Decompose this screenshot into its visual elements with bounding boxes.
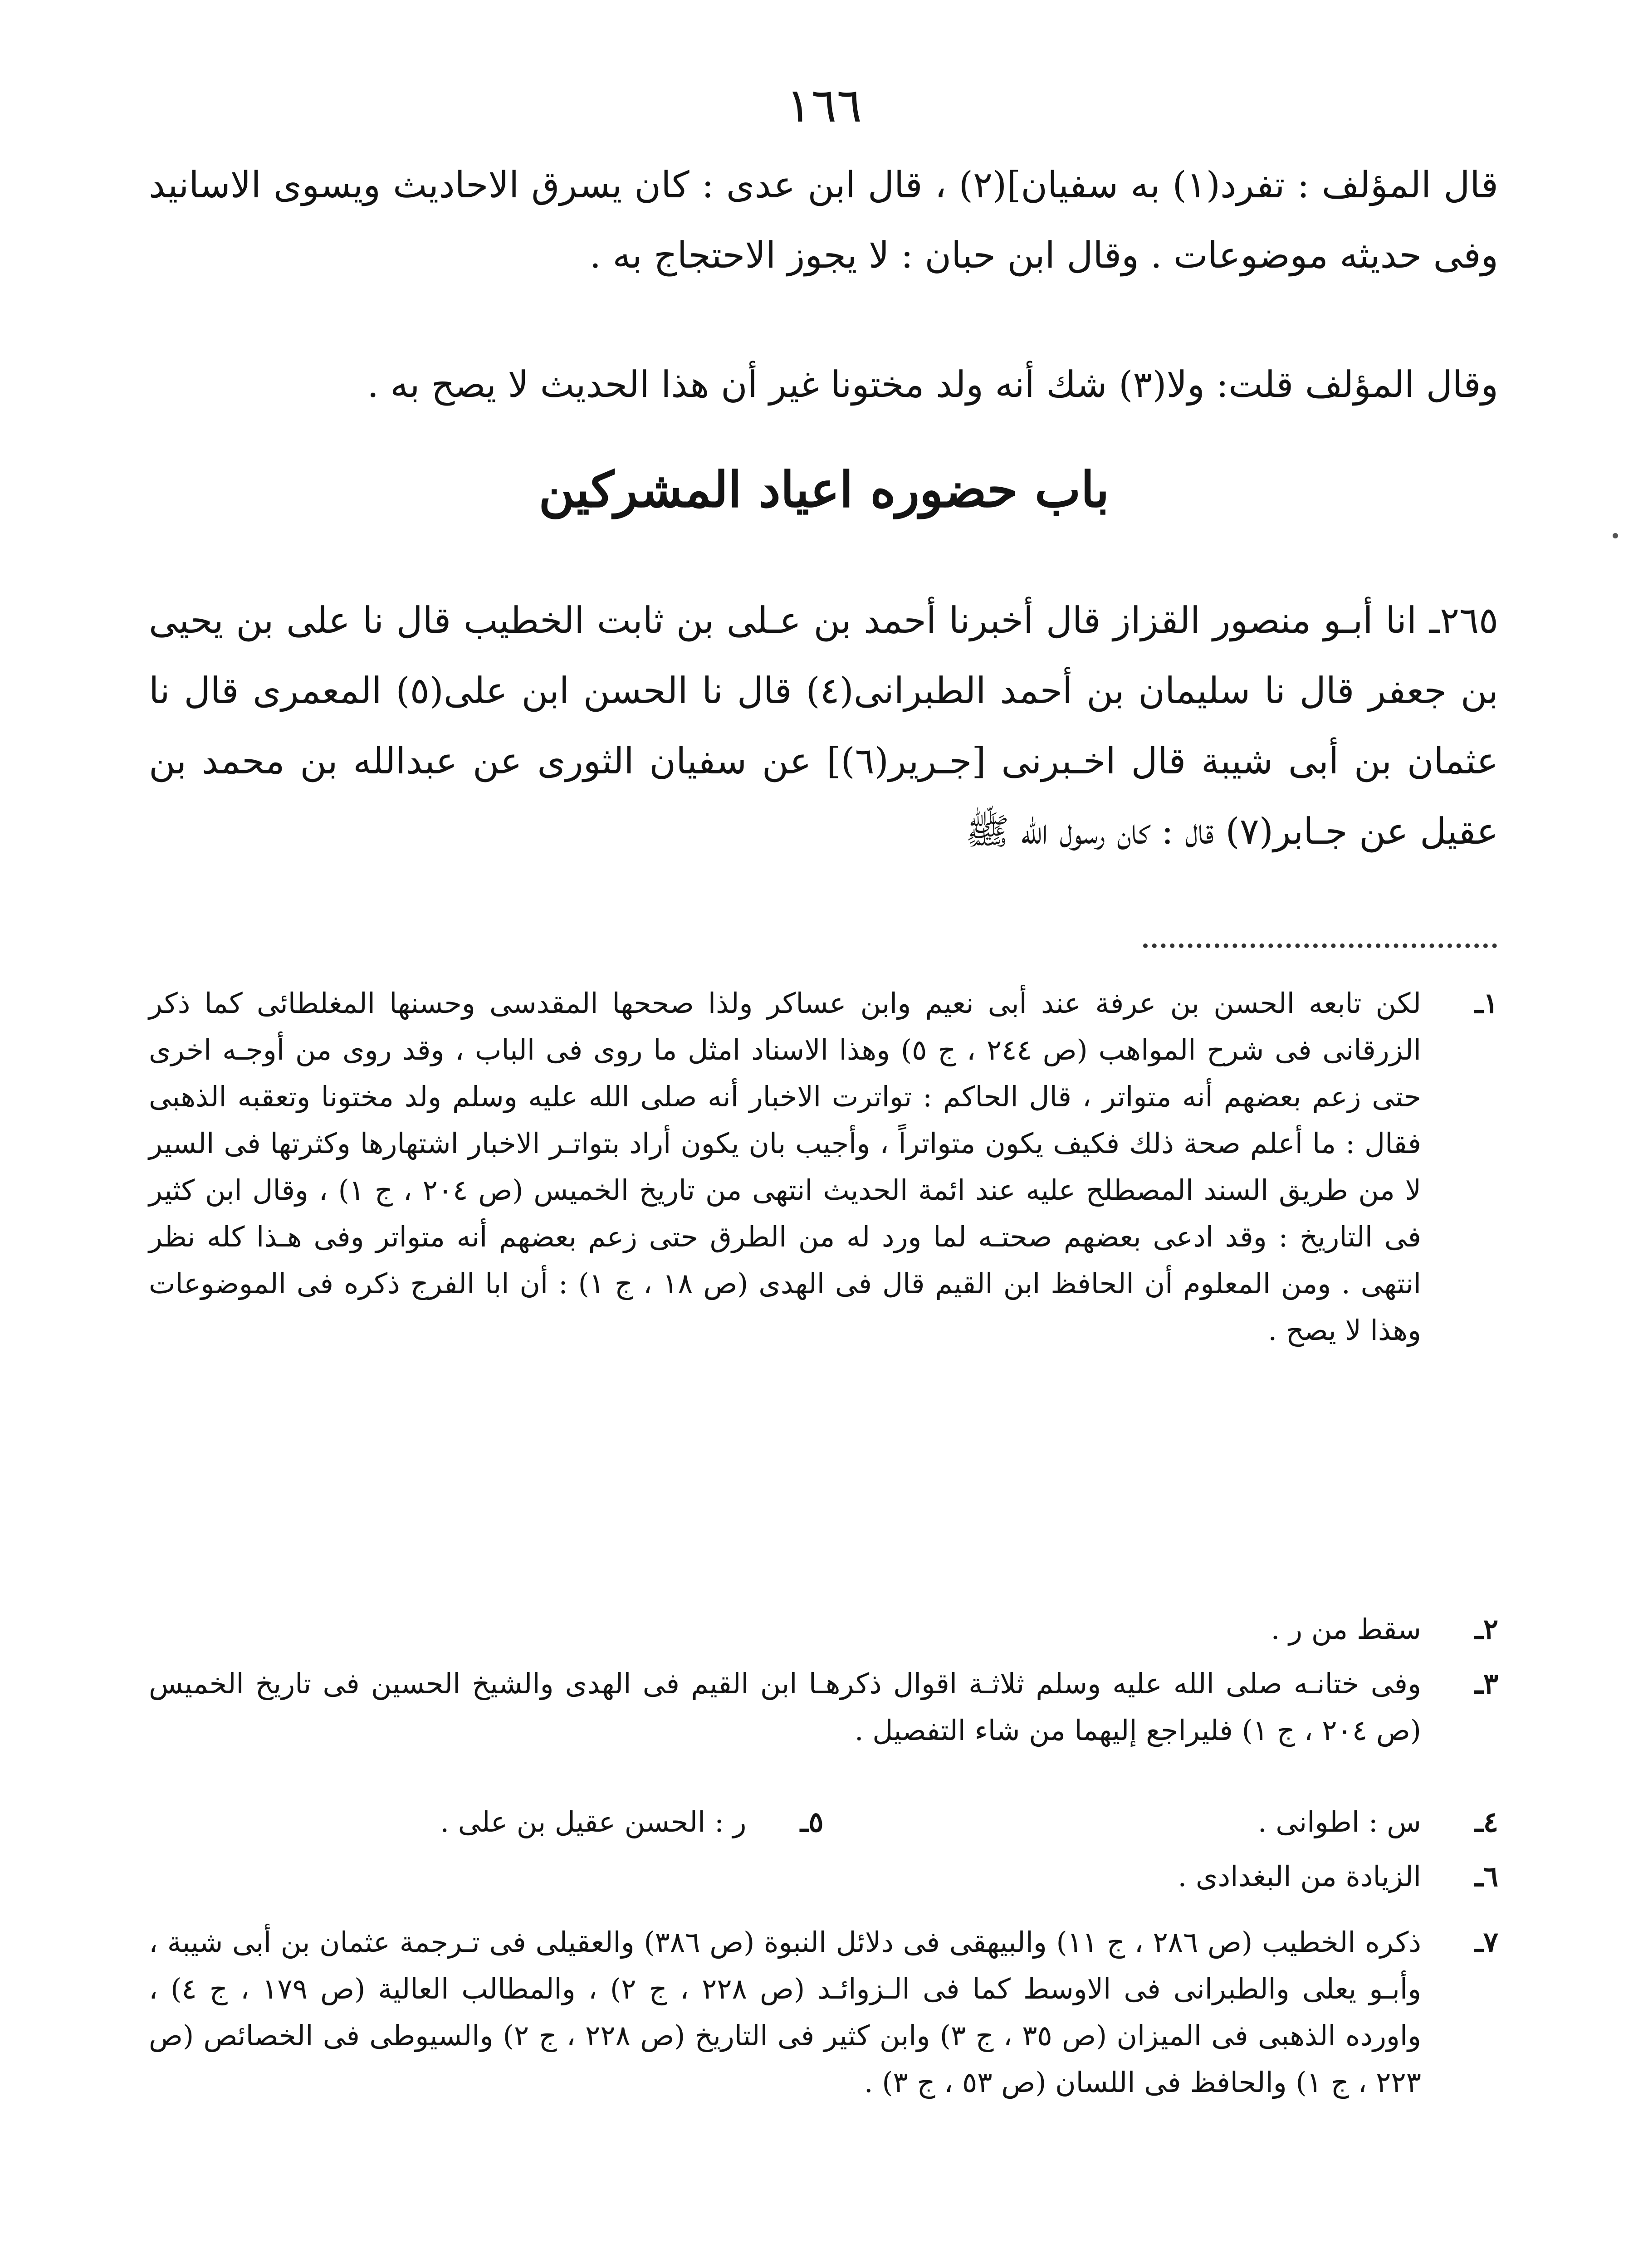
paragraph-text: قال المؤلف : تفرد(١) به سفيان](٢) ، قال ابن عدى : كان يسرق الاحاديث ويسوى الاسانيد وفى حديثه موضوعات . وقال ابن حبان : لا يجوز الاحتجاج به . — [149, 164, 1498, 276]
chapter-heading: باب حضوره اعياد المشركين — [538, 461, 1110, 518]
paragraph-text: وقال المؤلف قلت: ولا(٣) شك أنه ولد مختونا غير أن هذا الحديث لا يصح به . — [367, 363, 1498, 406]
footnote-text: وفى ختانـه صلى الله عليه وسلم ثلاثـة اقوال ذكرهـا ابن القيم فى الهدى والشيخ الحسين فى تاريخ الخميس (ص ٢٠٤ ، ج ١) فليراجع إليهما من شاء التفصيل . — [149, 1667, 1421, 1747]
footnote-number: ٣ـ — [1475, 1667, 1498, 1700]
footnote-text: سقط من ر . — [1271, 1613, 1421, 1646]
footnote-6 — [149, 1853, 1498, 1900]
footnote-5 — [149, 1799, 824, 1845]
footnote-number: ٥ـ — [800, 1805, 824, 1838]
footnote-2 — [149, 1606, 1498, 1652]
footnotes-4-5-row — [149, 1799, 1498, 1845]
footnote-text: س : اطوانى . — [1257, 1805, 1421, 1838]
footnote-1 — [149, 980, 1498, 1354]
footnote-text: لكن تابعه الحسن بن عرفة عند أبى نعيم وابن عساكر ولذا صححها المقدسى وحسنها المغلطائى كما ذكر الزرقانى فى شرح المواهب (ص ٢٤٤ ، ج ٥) وهذا الاسناد امثل ما روى فى الباب ، وقد روى من أوجـه اخرى حتى زعم بعضهم أنه متواتر ، قال الحاكم : تواترت الاخبار أنه صلى الله عليه وسلم ولد مختونا وتعقبه الذهبى فقال : ما أعلم صحة ذلك فكيف يكون متواتراً ، وأجيب بان يكون أراد بتواتـر الاخبار اشتهارها وكثرتها فى السير لا من طريق السند المصطلح عليه عند ائمة الحديث انتهى من تاريخ الخميس (ص ٢٠٤ ، ج ١) ، وقال ابن كثير فى التاريخ : وقد ادعى بعضهم صحتـه لما ورد له من الطرق حتى زعم بعضهم أنه متواتر وفى هـذا كله نظر انتهى . ومن المعلوم أن الحافظ ابن القيم قال فى الهدى (ص ١٨ ، ج ١) : أن ابا الفرج ذكره فى الموضوعات وهذا لا يصح . — [149, 987, 1422, 1347]
footnote-text: ذكره الخطيب (ص ٢٨٦ ، ج ١١) والبيهقى فى دلائل النبوة (ص ٣٨٦) والعقيلى فى تـرجمة عثمان بن أبى شيبة ، وأبـو يعلى والطبرانى فى الاوسط كما فى الـزوائـد (ص ٢٢٨ ، ج ٢) ، والمطالب العالية (ص ١٧٩ ، ج ٤) ، واورده الذهبى فى الميزان (ص ٣٥ ، ج ٣) وابن كثير فى التاريخ (ص ٢٢٨ ، ج ٢) والسيوطى فى الخصائص (ص ٢٢٣ ، ج ١) والحافظ فى اللسان (ص ٥٣ ، ج ٣) . — [149, 1926, 1422, 2099]
footnote-4 — [824, 1799, 1499, 1845]
hadith-paragraph — [149, 585, 1498, 866]
footnote-pair — [149, 1799, 1498, 1845]
footnote-separator — [1143, 943, 1497, 948]
footnote-text: ر : الحسن عقيل بن على . — [440, 1805, 747, 1838]
page-number: ١٦٦ — [786, 78, 862, 133]
footnote-3 — [149, 1660, 1498, 1754]
paragraph-author-comment — [149, 150, 1498, 290]
footnote-text: الزيادة من البغدادى . — [1178, 1860, 1421, 1893]
footnote-7 — [149, 1919, 1498, 2106]
scan-speck — [1613, 533, 1618, 538]
hadith-text: ٢٦٥ـ انا أبـو منصور القزاز قال أخبرنا أحمد بن عـلى بن ثابت الخطيب قال نا على بن يحيى بن جعفر قال نا سليمان بن أحمد الطبرانى(٤) قال نا الحسن ابن على(٥) المعمرى قال نا عثمان بن أبى شيبة قال اخـبرنى [جـرير(٦)] عن سفيان الثورى عن عبدالله بن محمد بن عقيل عن جـابر(٧) قال : كان رسول الله ﷺ — [149, 599, 1499, 852]
footnote-number: ٢ـ — [1475, 1613, 1498, 1646]
footnote-number: ١ـ — [1475, 987, 1498, 1020]
paragraph-author-note — [149, 349, 1498, 420]
footnote-number: ٧ـ — [1475, 1926, 1498, 1959]
footnote-number: ٤ـ — [1475, 1805, 1498, 1838]
footnote-number: ٦ـ — [1475, 1860, 1498, 1893]
